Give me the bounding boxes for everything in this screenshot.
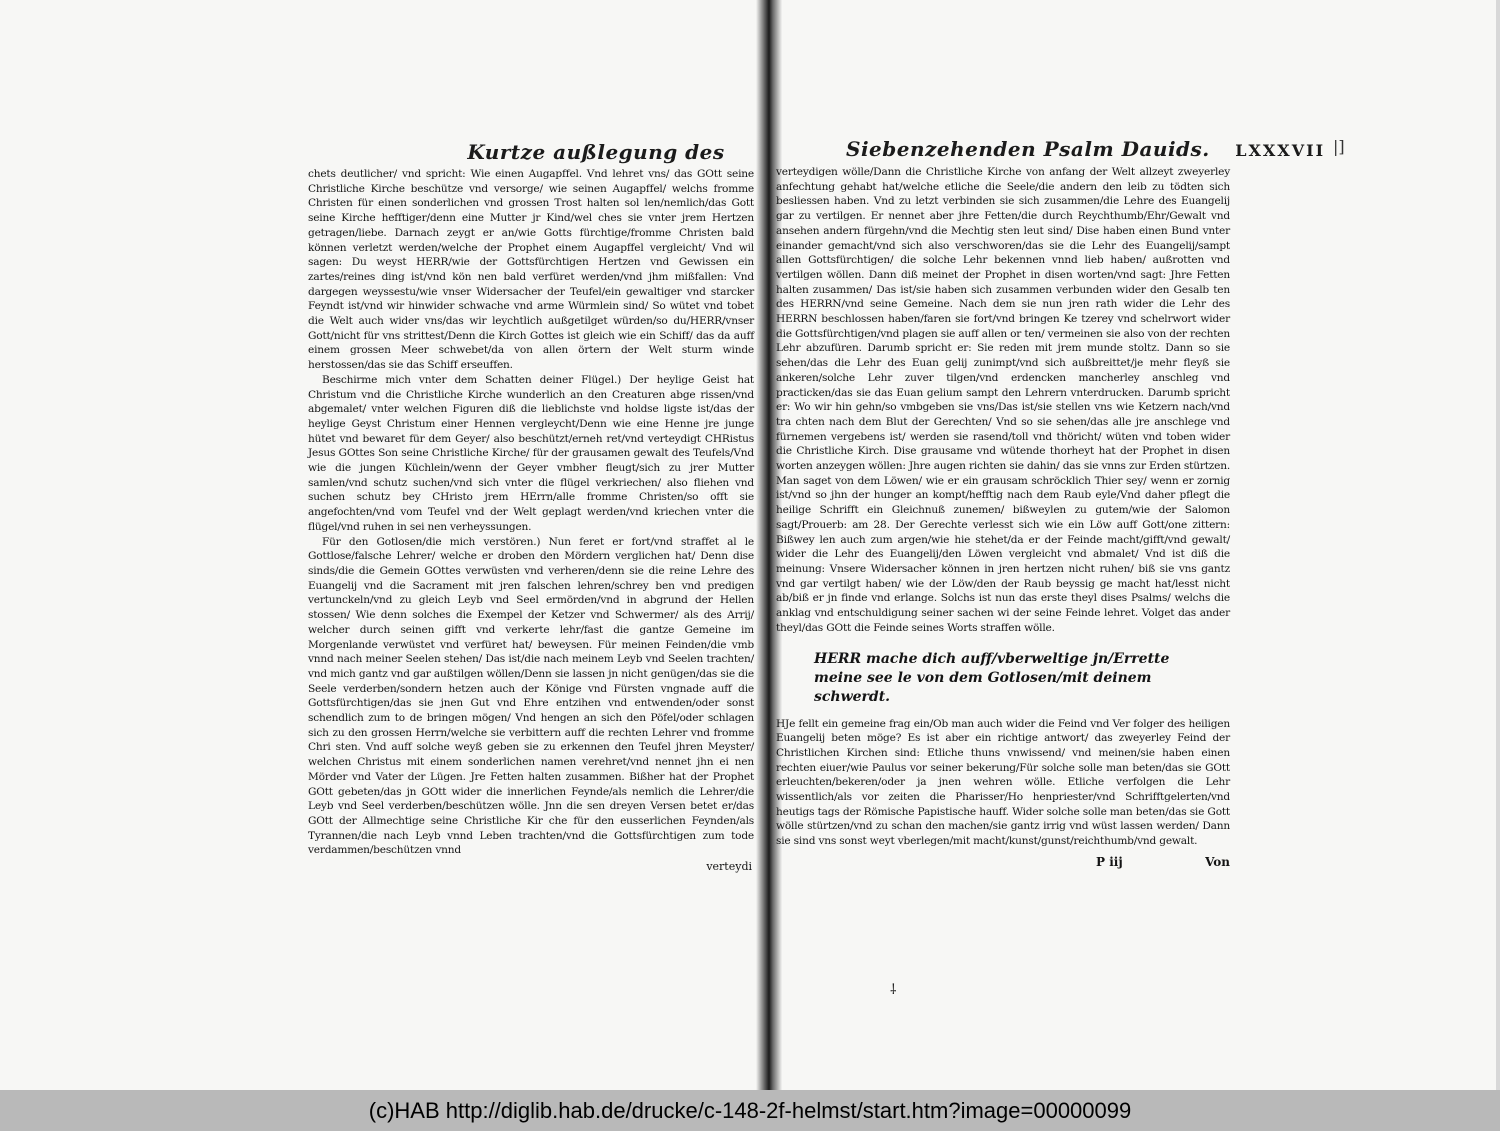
margin-mark: |] <box>1333 137 1345 156</box>
left-catchword: verteydi <box>706 860 752 874</box>
paragraph: Für den Gotlosen/die mich verstören.) Nun feret er fort/vnd straffet al le Gottlose/falsche Lehrer/ welche er droben den Mördern verglichen hat/ Denn dise sinds/die die Gemein GOttes verwüsten vnd verheren/denn sie die reine Lehre des Euangelij vnd die Sacrament mit jren falschen lehren/schrey ben vnd predigen vertunckeln/vnd zu gleich Leyb vnd Seel ermörden/vnd in abgrund der Hellen stossen/ Wie denn solches die Exempel der Ketzer vnd Schwermer/ als des Arrij/ welcher durch seinen gifft vnd verkerte lehr/fast die gantze Gemeine im Morgenlande verwüstet vnd verfüret hat/ beweysen. Für meinen Feinden/die vmb vnnd nach meiner Seelen stehen/ Das ist/die nach meinem Leyb vnd Seelen trachten/ vnd mich gantz vnd gar außtilgen wöllen/Denn sie lassen jn nicht genügen/das sie die Seele verderben/sondern hetzen auch der Könige vnd Fürsten vngnade auff die Gottsfürchtigen/das sie jnen Gut vnd Ehre entzihen vnd entwenden/oder sonst schendlich zum to de bringen mögen/ Vnd hengen an sich den Pöfel/oder schlagen sich zu den grossen Herrn/welche sie verbittern auff die rechten Lehrer vnd fromme Chri sten. Vnd auff solche weyß geben sie zu erkennen den Teufel jhren Meyster/ welchen Christus mit einem sonderlichen namen verehret/vnd nennet jhn ei nen Mörder vnd Vater der Lügen. Jre Fetten halten zusammen. Bißher hat der Prophet GOtt gebeten/das jn GOtt wider die innerlichen Feynde/als nemlich die Lehrer/die Leyb vnd Seel verderben/beschützen wölle. Jnn die sen dreyen Versen betet er/das GOtt der Allmechtige seine Christliche Kir che für den eusserlichen Feynden/als Tyrannen/die nach Leyb vnnd Leben trachten/vnd die Gottsfürchtigen zum tode verdammen/beschützen vnnd <box>308 535 754 857</box>
right-catchword: Von <box>1205 854 1230 869</box>
paragraph: chets deutlicher/ vnd spricht: Wie einen Augapffel. Vnd lehret vns/ das GOtt seine Christliche Kirche beschütze vnd versorge/ wie seinen Augapffel/ welchs fromme Christen für einen sonderlichen vnd grossen Trost halten sol len/nemlich/das Gott seine Kirche hefftiger/denn eine Mutter jr Kind/wel ches sie vnter jrem Hertzen getragen/liebe. Darnach zeygt er an/wie Gotts fürchtige/fromme Christen bald können verletzt werden/welche der Prophet einem Augapffel vergleicht/ Vnd wil sagen: Du weyst HERR/wie der Gottsfürchtigen Hertzen vnd Gewissen ein zartes/reines ding ist/vnd kön nen bald verfüret werden/vnd jhm mißfallen: Vnd dargegen weyssestu/wie vnser Widersacher der Teufel/ein gewaltiger vnd starcker Feyndt ist/vnd wir hinwider schwache vnd arme Würmlein sind/ So wütet vnd tobet die Welt auch wider vns/das wir leychtlich außgetilget würden/so du/HERR/vnser Gott/nicht für vns strittest/Denn die Kirch Gottes ist gleich wie ein Schiff/ das da auff einem grossen Meer schwebet/da von allen örtern der Welt sturm winde herstossen/das sie das Schiff erseuffen. <box>308 168 754 372</box>
right-page <box>776 137 1326 869</box>
psalm-verse: HERR mache dich auff/vberweltige jn/Errette meine see le von dem Gotlosen/mit deinem schwerdt. <box>814 650 1170 705</box>
paragraph: verteydigen wölle/Dann die Christliche Kirche von anfang der Welt allzeyt zweyerley anfechtung gehabt hat/welche etliche die Seele/die andern den leib zu tödten sich besliessen haben. Vnd zu letzt verbinden sie sich zusammen/die Lehre des Euangelij gar zu vertilgen. Er nennet aber jhre Fetten/die durch Reychthumb/Ehr/Gewalt vnd ansehen andern fürgehn/vnd die Mechtig sten leut sind/ Dise haben einen Bund vnter einander gemacht/vnd sich also verschworen/das sie die Lehr des Euangelij/sampt allen Gottsfürchtigen/ die solche Lehr bekennen vnnd lieb haben/ außrotten vnd vertilgen wöllen. Dann diß meinet der Prophet in disen worten/vnd sagt: Jhre Fetten halten zusammen/ Das ist/sie haben sich zusammen verbunden wider den Gesalb ten des HERRN/vnd seine Gemeine. Nach dem sie nun jren rath wider die Lehr des HERRN beschlossen haben/faren sie fort/vnd bringen Ke tzerey vnd schelrwort wider die Gottsfürchtigen/vnd plagen sie auff allen or ten/ vermeinen sie also von der rechten Lehr abzufüren. Darumb spricht er: Sie reden mit jrem munde stoltz. Dann so sie sehen/das die Lehr des Euan gelij zunimpt/vnd sich außbreittet/je mehr fleyß sie ankeren/solche Lehr zuver tilgen/vnd erdencken mancherley anschleg vnd practicken/das sie das Euan gelium sampt den Lehrern vnterdrucken. Darumb spricht er: Wo wir hin gehn/so vmbgeben sie vns/Das ist/sie stellen vns wie Ketzern nach/vnd tra chten nach dem Blut der Gerechten/ Vnd so sie sehen/das alle jre anschlege vnd fürnemen vergebens ist/ werden sie rasend/toll vnd thöricht/ wüten vnd toben wider die Christliche Kirch. Dise grausame vnd wütende thorheyt hat der Prophet in disen worten anzeygen wöllen: Jhre augen richten sie dahin/ das sie vnns zur Erden stürtzen. Man saget von dem Löwen/ wie er ein grausam schröcklich Thier sey/ wenn er zornig ist/vnd so jhn der hunger an kompt/hefftig nach dem Raub eyle/Vnd daher pflegt die heilige Schrifft ein Gleichnuß zunemen/ bißweylen zu gutem/wie der Salomon sagt/Prouerb: am 28. Der Gerechte verlesst sich wie ein Löw auff Gott/one zittern: Bißwey len auch zum argen/wie hie stehet/da er der Feinde macht/gifft/vnd gewalt/ wider die Lehr des Euangelij/den Löwen vergleicht vnd abmalet/ Vnd ist diß die meinung: Vnsere Widersacher können in jren hertzen nicht ruhen/ biß sie vns gantz vnd gar vertilgt haben/ wie der Löw/den der Raub beyssig ge macht hat/lesst nicht ab/biß er jn finde vnd erlange. Solchs ist nun das erste theyl dises Psalms/ welchs die anklag vnd entschuldigung seiner sachen wi der seine Feinde lehret. Volget das ander theyl/das GOtt die Feinde seines Worts straffen wölle. <box>776 166 1230 634</box>
page-footer <box>776 855 1230 869</box>
ink-speck: ⸸ <box>890 982 897 998</box>
left-page <box>308 140 754 873</box>
left-page-text <box>308 167 754 858</box>
signature-mark: P iij <box>1096 854 1123 869</box>
source-caption-bar <box>0 1090 1500 1131</box>
left-running-head: Kurtze außlegung des <box>467 140 725 164</box>
paragraph: Beschirme mich vnter dem Schatten deiner Flügel.) Der heylige Geist hat Christum vnd die Christliche Kirche wunderlich an den Creaturen abge rissen/vnd abgemalet/ vnter welchen Figuren diß die lieblichste vnd holdse ligste ist/das der heylige Geyst Christum einer Hennen vergleycht/Denn wie eine Henne jre junge hütet vnd bewaret für dem Geyer/ also beschützt/erneh ret/vnd verteydigt CHRistus Jesus GOttes Son seine Christliche Kirche/ für der grausamen gewalt des Teufels/Vnd wie die jungen Küchlein/wenn der Geyer vmbher fleugt/sich zu jrer Mutter samlen/vnd schutz suchen/vnd sich vnter die flügel verkriechen/ also fliehen vnd suchen schutz bey CHristo jrem HErrn/alle fromme Christen/so offt sie angefochten/vnd vom Teufel vnd der Welt geplagt werden/vnd kriechen vnter die flügel/vnd ruhen in sei nen verheyssungen. <box>308 373 754 533</box>
right-running-head <box>846 137 1326 161</box>
folio-number: LXXXVII <box>1235 141 1326 160</box>
right-page-closing <box>776 717 1230 849</box>
paragraph: HJe fellt ein gemeine frag ein/Ob man auch wider die Feind vnd Ver folger des heiligen Euangelij beten möge? Es ist aber ein richtige antwort/ das zweyerley Feind der Christlichen Kirchen sind: Etliche thuns vnwissend/ vnd meinen/sie haben einen rechten eiuer/wie Paulus vor seiner bekerung/Für solche solle man beten/das sie GOtt erleuchten/bekeren/oder ja jnen wehren wölle. Etliche verfolgen die Lehr wissentlich/als vor zeiten die Pharisser/Ho henpriester/vnd Schrifftgelerten/vnd heutigs tags der Römische Papistische hauff. Wider solche solle man beten/das sie Gott wölle stürtzen/vnd zu schan den machen/sie gantz irrig vnd wüst lassen werden/ Dann sie sind vns sonst weyt vberlegen/mit macht/kunst/gunst/reichthumb/vnd gewalt. <box>776 717 1230 848</box>
right-page-text <box>776 165 1230 636</box>
right-head-title: Siebenzehenden Psalm Dauids. <box>846 137 1210 161</box>
source-caption[interactable]: (c)HAB http://diglib.hab.de/drucke/c-148-2f-helmst/start.htm?image=00000099 <box>368 1097 1132 1123</box>
scan-edge <box>1496 0 1500 1090</box>
